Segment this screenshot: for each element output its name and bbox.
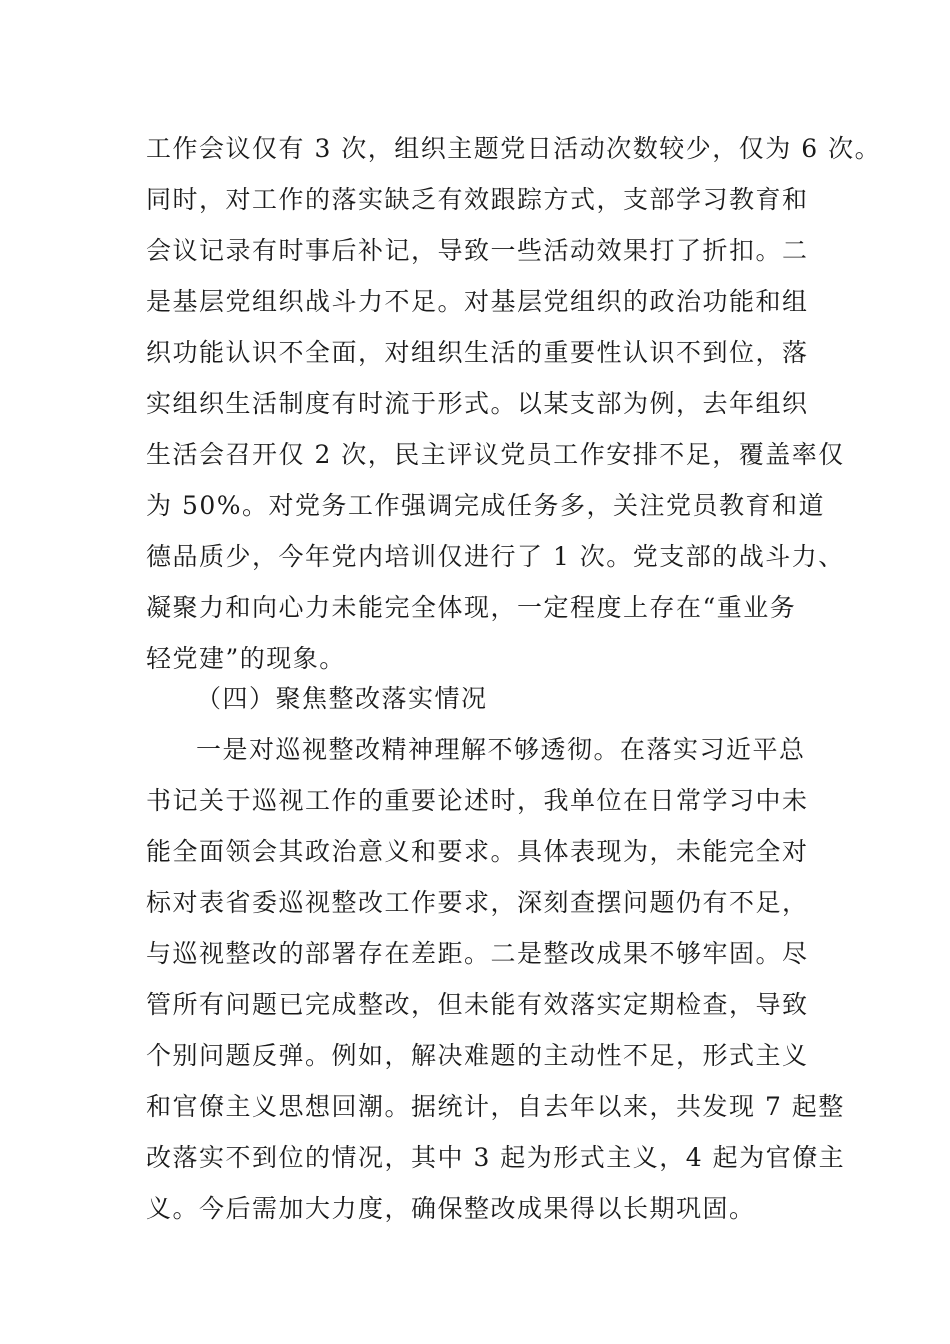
text-line-15: 能全面领会其政治意义和要求。具体表现为，未能完全对 (146, 837, 809, 866)
text-line-8: 为 50%。对党务工作强调完成任务多，关注党员教育和道 (146, 491, 826, 520)
text-line-17: 与巡视整改的部署存在差距。二是整改成果不够牢固。尽 (146, 939, 809, 968)
text-line-2: 同时，对工作的落实缺乏有效跟踪方式，支部学习教育和 (146, 185, 809, 214)
text-line-1: 工作会议仅有 3 次，组织主题党日活动次数较少，仅为 6 次。 (146, 134, 882, 163)
text-line-21: 改落实不到位的情况，其中 3 起为形式主义，4 起为官僚主 (146, 1143, 846, 1172)
text-line-16: 标对表省委巡视整改工作要求，深刻查摆问题仍有不足， (146, 888, 809, 917)
text-line-18: 管所有问题已完成整改，但未能有效落实定期检查，导致 (146, 990, 809, 1019)
text-line-3: 会议记录有时事后补记，导致一些活动效果打了折扣。二 (146, 236, 809, 265)
text-line-6: 实组织生活制度有时流于形式。以某支部为例，去年组织 (146, 389, 809, 418)
text-line-20: 和官僚主义思想回潮。据统计，自去年以来，共发现 7 起整 (146, 1092, 845, 1121)
text-line-19: 个别问题反弹。例如，解决难题的主动性不足，形式主义 (146, 1041, 809, 1070)
text-line-4: 是基层党组织战斗力不足。对基层党组织的政治功能和组 (146, 287, 809, 316)
section-heading: （四）聚焦整改落实情况 (196, 684, 488, 713)
text-line-22: 义。今后需加大力度，确保整改成果得以长期巩固。 (146, 1194, 756, 1223)
text-line-10: 凝聚力和向心力未能完全体现，一定程度上存在“重业务 (146, 593, 797, 622)
text-line-14: 书记关于巡视工作的重要论述时，我单位在日常学习中未 (146, 786, 809, 815)
text-line-13: 一是对巡视整改精神理解不够透彻。在落实习近平总 (196, 735, 806, 764)
text-line-9: 德品质少，今年党内培训仅进行了 1 次。党支部的战斗力、 (146, 542, 845, 571)
text-line-5: 织功能认识不全面，对组织生活的重要性认识不到位，落 (146, 338, 809, 367)
text-line-7: 生活会召开仅 2 次，民主评议党员工作安排不足，覆盖率仅 (146, 440, 845, 469)
text-line-11: 轻党建”的现象。 (146, 644, 346, 673)
